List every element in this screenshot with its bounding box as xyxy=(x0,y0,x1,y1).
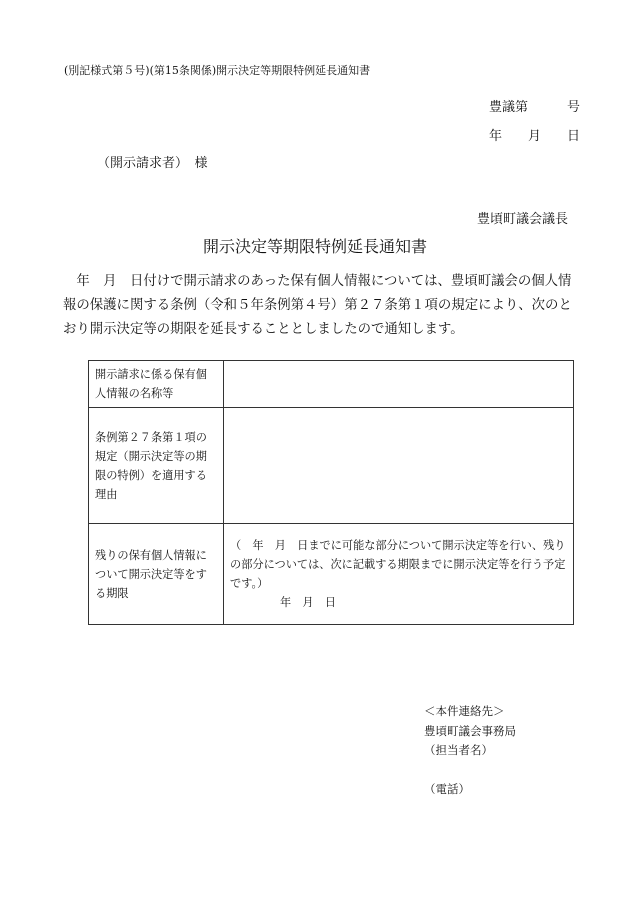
contact-office: 豊頃町議会事務局 xyxy=(424,723,516,738)
contact-spacer xyxy=(424,761,516,781)
contact-phone: （電話） xyxy=(424,782,470,796)
row-value-deadline xyxy=(224,524,574,625)
contact-heading: ＜本件連絡先＞ xyxy=(424,704,505,718)
info-table xyxy=(88,360,574,625)
row-label-info-name: 開示請求に係る保有個人情報の名称等 xyxy=(89,361,224,408)
row-value-info-name xyxy=(224,361,574,408)
row-value-reason xyxy=(224,408,574,524)
deadline-note: （ 年 月 日までに可能な部分について開示決定等を行い、残りの部分については、次に記載する期限までに開示決定等を行う予定です。） xyxy=(230,539,566,590)
document-title: 開示決定等期限特例延長通知書 xyxy=(202,237,427,256)
document-number: 豊議第 号 xyxy=(488,100,580,115)
recipient: （開示請求者） 様 xyxy=(97,156,208,171)
body-text: 年 月 日付けで開示請求のあった保有個人情報については、豊頃町議会の個人情報の保護に関する条例（令和５年条例第４号）第２７条第１項の規定により、次のとおり開示決定等の期限を延長することとしましたので通知します。 xyxy=(63,274,572,337)
contact-block xyxy=(424,702,516,800)
row-label-reason: 条例第２７条第１項の規定（開示決定等の期限の特例）を適用する理由 xyxy=(89,408,224,524)
table-row xyxy=(89,361,574,408)
deadline-date: 年 月 日 xyxy=(280,596,336,609)
contact-person: （担当者名） xyxy=(424,743,493,757)
form-reference: (別記様式第５号)(第15条関係)開示決定等期限特例延長通知書 xyxy=(64,64,371,77)
document-date: 年 月 日 xyxy=(488,129,580,144)
sender: 豊頃町議会議長 xyxy=(476,212,568,227)
table-row xyxy=(89,524,574,625)
table-row xyxy=(89,408,574,524)
row-label-deadline: 残りの保有個人情報について開示決定等をする期限 xyxy=(89,524,224,625)
